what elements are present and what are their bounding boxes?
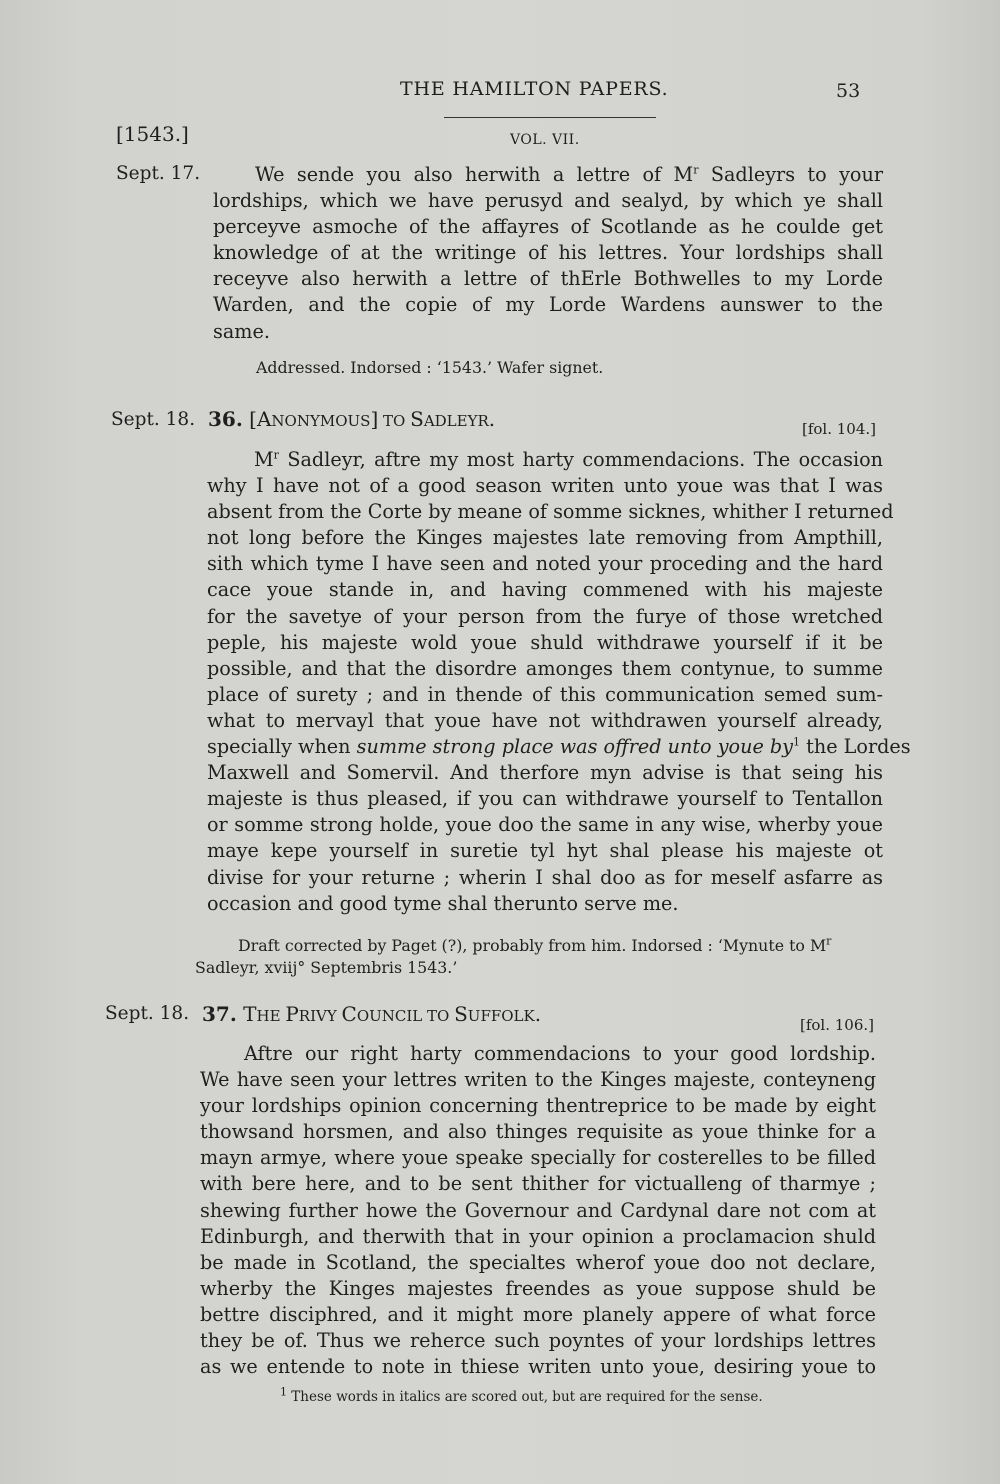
text-line: or somme strong holde, youe doo the same in any wise, wherby youe (207, 813, 883, 837)
text-line: they be of. Thus we reherce such poyntes of your lordships lettres (200, 1329, 876, 1353)
text-line: maye kepe yourself in suretie tyl hyt shal please his majeste ot (207, 839, 883, 863)
text-line (207, 734, 911, 760)
superscript: r (693, 163, 699, 177)
text-line: as we entende to note in thiese writen unto youe, desiring youe to (200, 1355, 876, 1379)
entry-date: Sept. 17. (116, 163, 201, 184)
text-line: majeste is thus pleased, if you can withdrawe yourself to Tentallon (207, 787, 883, 811)
heading-text: [ (249, 407, 257, 431)
heading-text: RIVY (298, 1007, 342, 1025)
entry-date: Sept. 18. (111, 409, 196, 430)
text-line: wherby the Kinges majestes freendes as youe suppose shuld be (200, 1276, 876, 1300)
text-line: knowledge of at the writinge of his lettres. Your lordships shall (213, 241, 883, 265)
text-line: absent from the Corte by meane of somme sicknes, whither I returned (207, 500, 894, 524)
entry-body (200, 1041, 876, 1380)
heading-text: P (285, 1002, 299, 1026)
document-heading (202, 1002, 541, 1026)
text-line: same. (213, 319, 270, 343)
text-line: occasion and good tyme shal therunto serve me. (207, 891, 679, 915)
text-line: Edinburgh, and therwith that in your opinion a proclamacion shuld (200, 1224, 876, 1248)
text-line: not long before the Kinges majestes late removing from Ampthill, (207, 526, 883, 550)
volume-label: VOL. VII. (510, 132, 580, 148)
heading-text: C (341, 1002, 357, 1026)
heading-text: S (454, 1002, 468, 1026)
text-segment: specially when (207, 735, 357, 759)
page-number: 53 (836, 80, 861, 102)
footnote-text: These words in italics are scored out, but are required for the sense. (287, 1389, 763, 1405)
document-heading (208, 407, 495, 431)
heading-text: . (534, 1002, 542, 1026)
heading-text: S (410, 407, 424, 431)
folio-reference: [fol. 104.] (802, 420, 877, 438)
heading-text: UFFOLK (467, 1007, 535, 1025)
text-line: peple, his majeste wold youe shuld withdrawe yourself if it be (207, 630, 883, 654)
text-line: for the savetye of your person from the furye of those wretched (207, 604, 883, 628)
scored-out-text: summe strong place was offred unto youe by (356, 735, 794, 759)
text-line: why I have not of a good season writen unto youe was that I was (207, 474, 883, 498)
text-segment: Draft corrected by Paget (?), probably from him. Indorsed : ‘Mynute to M (238, 936, 827, 955)
text-line (207, 447, 883, 473)
text-segment: We sende you also herwith a lettre of M (255, 163, 694, 186)
heading-text: ] (370, 407, 379, 431)
folio-reference: [fol. 106.] (800, 1016, 875, 1034)
text-line: your lordships opinion concerning thentreprice to be made by eight (200, 1094, 876, 1118)
endorsement: Addressed. Indorsed : ‘1543.’ Wafer signet. (256, 358, 604, 377)
text-line: divise for your returne ; wherin I shal doo as for meself asfarre as (207, 865, 883, 889)
text-line: with bere here, and to be sent thither for victualleng of tharmye ; (200, 1172, 876, 1196)
footnote-number: 1 (280, 1385, 287, 1399)
heading-text: . (488, 407, 496, 431)
heading-text: OUNCIL TO (356, 1007, 455, 1025)
text-line: be made in Scotland, the specialtes wherof youe doo not declare, (200, 1250, 876, 1274)
heading-text: NONYMOUS (271, 412, 371, 430)
heading-text: HE (256, 1007, 286, 1025)
footnote (280, 1385, 763, 1405)
text-line: receyve also herwith a lettre of thErle Bothwelles to my Lorde (213, 267, 883, 291)
text-line: cace youe stande in, and having commened with his majeste (207, 578, 883, 602)
text-line: bettre disciphred, and it might more planely appere of what force (200, 1302, 876, 1326)
endorsement-line: Sadleyr, xviij° Septembris 1543.’ (195, 958, 458, 977)
year-marker: [1543.] (116, 122, 189, 146)
text-line: lordships, which we have perusyd and sealyd, by which ye shall (213, 189, 883, 213)
endorsement (238, 935, 831, 956)
text-segment: M (254, 448, 274, 471)
text-line: We have seen your lettres writen to the Kinges majeste, conteyneng (200, 1068, 876, 1092)
text-line: Warden, and the copie of my Lorde Wardens aunswer to the (213, 293, 883, 317)
text-line: thowsand horsmen, and also thinges requisite as youe thinke for a (200, 1120, 876, 1144)
superscript: r (826, 934, 832, 948)
text-line: possible, and that the disordre amonges them contynue, to summe (207, 656, 883, 680)
text-line: shewing further howe the Governour and Cardynal dare not com at (200, 1198, 876, 1222)
text-segment: Sadleyr, aftre my most harty commendacions. The occasion (278, 448, 883, 471)
text-line (213, 162, 883, 188)
document-number: 36. (208, 407, 243, 431)
text-line: Aftre our right harty commendacions to your good lordship. (244, 1042, 876, 1065)
entry-body (207, 447, 911, 917)
heading-text: ADLEYR (423, 412, 489, 430)
entry-body (213, 162, 883, 345)
text-line: what to mervayl that youe have not withdrawen yourself already, (207, 708, 883, 732)
text-line: mayn armye, where youe speake specially for costerelles to be filled (200, 1146, 876, 1170)
running-head-title: THE HAMILTON PAPERS. (400, 78, 669, 100)
document-number: 37. (202, 1002, 237, 1026)
text-segment: the Lordes (800, 735, 911, 759)
text-line: place of surety ; and in thende of this communication semed sum- (207, 682, 883, 706)
entry-date: Sept. 18. (105, 1003, 190, 1024)
text-line: Maxwell and Somervil. And therfore myn advise is that seing his (207, 761, 883, 785)
running-head (0, 78, 1000, 108)
heading-text: A (256, 407, 272, 431)
heading-text: TO (378, 412, 411, 430)
text-line: sith which tyme I have seen and noted your proceding and the hard (207, 552, 883, 576)
heading-text: T (243, 1002, 257, 1026)
superscript: r (273, 448, 279, 462)
running-head-rule (444, 117, 656, 118)
text-line: perceyve asmoche of the affayres of Scotlande as he coulde get (213, 215, 883, 239)
text-segment: Sadleyrs to your (698, 163, 883, 186)
footnote-marker: 1 (793, 735, 801, 749)
